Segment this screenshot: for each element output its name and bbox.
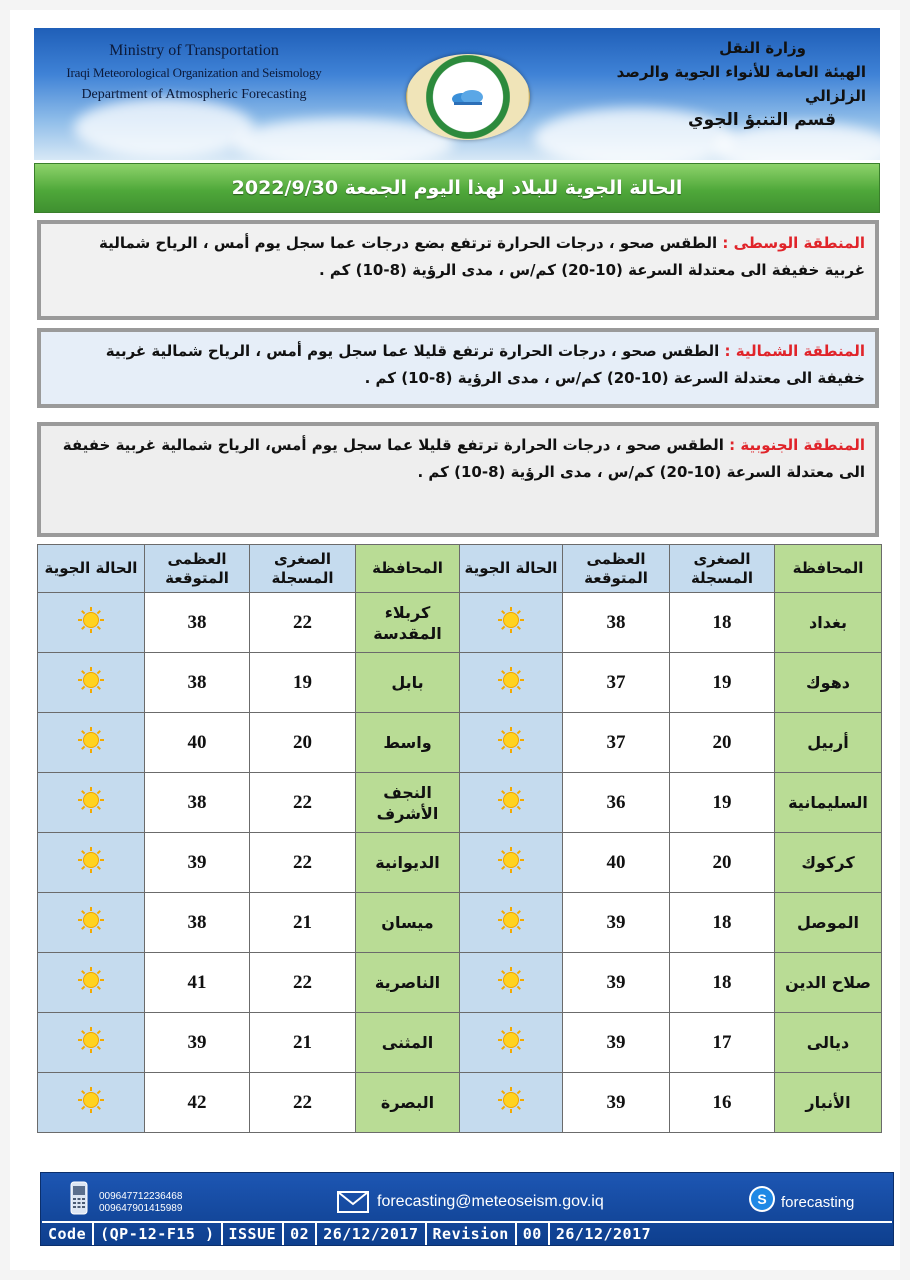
governorate-cell: المثنى [356,1013,460,1073]
min-temp-cell: 22 [250,953,356,1013]
max-temp-cell: 38 [563,593,670,653]
governorate-cell: الديوانية [356,833,460,893]
code-label: Code [42,1223,94,1245]
table-row [38,893,882,953]
table-row [38,653,882,713]
cloud-decoration [74,98,254,158]
header-banner [34,28,880,160]
revision-date: 26/12/2017 [555,1225,652,1243]
sunny-icon [77,726,105,754]
sunny-icon [77,666,105,694]
min-temp-cell: 18 [670,593,775,653]
header-weather: الحالة الجوية [460,545,563,593]
header-arabic [606,36,866,132]
region-south [37,422,879,537]
max-temp-cell: 39 [563,1013,670,1073]
region-text: الطقس صحو ، درجات الحرارة ترتفع قليلا عما سجل يوم أمس، الرياح شمالية غربية خفيفة الى معتدلة السرعة (10-20) كم/س ، مدى الرؤية (8-10) كم . [62,436,865,481]
governorate-cell: البصرة [356,1073,460,1133]
sunny-icon [77,966,105,994]
max-temp-cell: 37 [563,653,670,713]
table-row [38,713,882,773]
region-north [37,328,879,408]
min-temp-cell: 22 [250,1073,356,1133]
region-text: الطقس صحو ، درجات الحرارة ترتفع قليلا عما سجل يوم أمس ، الرياح شمالية غربية خفيفة الى معتدلة السرعة (10-20) كم/س ، مدى الرؤية (8-10) كم . [105,342,865,387]
min-temp-cell: 19 [670,653,775,713]
min-temp-cell: 22 [250,773,356,833]
code-value: (QP-12-F15 ) [94,1223,222,1245]
governorate-cell: دهوك [775,653,882,713]
weather-cell [460,893,563,953]
table-header-row [38,545,882,593]
issue-number: 02 [284,1223,317,1245]
governorate-cell: واسط [356,713,460,773]
governorate-cell: ديالى [775,1013,882,1073]
skype-handle[interactable]: forecasting [781,1194,855,1211]
header-english [44,40,344,106]
weather-cell [38,1013,145,1073]
region-label: المنطقة الجنوبية : [729,436,865,454]
sunny-icon [497,786,525,814]
table-row [38,1013,882,1073]
governorate-cell: كركوك [775,833,882,893]
header-max: العظمى المتوقعة [563,545,670,593]
table-row [38,773,882,833]
min-temp-cell: 21 [250,1013,356,1073]
svg-text:S: S [757,1191,767,1207]
governorate-cell: الناصرية [356,953,460,1013]
forecast-table [37,544,882,1133]
governorate-cell: بغداد [775,593,882,653]
max-temp-cell: 37 [563,713,670,773]
max-temp-cell: 39 [563,893,670,953]
phone-number[interactable]: 009647712236468 [99,1191,183,1202]
governorate-cell: السليمانية [775,773,882,833]
sunny-icon [77,786,105,814]
forecast-table-body [38,593,882,1133]
governorate-cell: النجف الأشرف [356,773,460,833]
governorate-cell: كربلاء المقدسة [356,593,460,653]
sunny-icon [497,1026,525,1054]
sunny-icon [497,906,525,934]
max-temp-cell: 39 [563,953,670,1013]
issue-date: 26/12/2017 [317,1223,426,1245]
department-name-en: Department of Atmospheric Forecasting [81,87,307,102]
organization-seal-icon [406,54,530,140]
weather-cell [460,653,563,713]
governorate-cell: الأنبار [775,1073,882,1133]
max-temp-cell: 39 [563,1073,670,1133]
table-row [38,593,882,653]
min-temp-cell: 18 [670,893,775,953]
max-temp-cell: 38 [145,653,250,713]
min-temp-cell: 17 [670,1013,775,1073]
weather-cell [38,833,145,893]
table-row [38,833,882,893]
governorate-cell: ميسان [356,893,460,953]
email-link[interactable]: forecasting@meteoseism.gov.iq [377,1193,604,1210]
min-temp-cell: 22 [250,833,356,893]
max-temp-cell: 42 [145,1073,250,1133]
table-row [38,953,882,1013]
governorate-cell: الموصل [775,893,882,953]
min-temp-cell: 20 [250,713,356,773]
min-temp-cell: 20 [670,713,775,773]
max-temp-cell: 38 [145,593,250,653]
header-governorate: المحافظة [356,545,460,593]
weather-cell [460,1073,563,1133]
sunny-icon [497,1086,525,1114]
max-temp-cell: 41 [145,953,250,1013]
min-temp-cell: 19 [670,773,775,833]
organization-name-en: Iraqi Meteorological Organization and Seismology [66,65,322,80]
weather-cell [460,953,563,1013]
issue-label: ISSUE [223,1223,285,1245]
revision-label: Revision [427,1223,517,1245]
organization-name-ar: الهيئة العامة للأنواء الجوية والرصد الزلزالي [616,63,866,105]
footer [40,1172,894,1246]
weather-cell [460,713,563,773]
weather-cell [38,653,145,713]
max-temp-cell: 40 [563,833,670,893]
sunny-icon [497,606,525,634]
governorate-cell: أربيل [775,713,882,773]
min-temp-cell: 18 [670,953,775,1013]
region-label: المنطقة الوسطى : [722,234,865,252]
page-title: الحالة الجوية للبلاد لهذا اليوم الجمعة 2022/9/30 [34,163,880,213]
max-temp-cell: 40 [145,713,250,773]
sunny-icon [497,966,525,994]
skype-icon [749,1186,775,1212]
max-temp-cell: 39 [145,833,250,893]
sunny-icon [77,1026,105,1054]
min-temp-cell: 19 [250,653,356,713]
min-temp-cell: 20 [670,833,775,893]
weather-cell [460,833,563,893]
sunny-icon [497,726,525,754]
department-name-ar: قسم التنبؤ الجوي [688,110,836,130]
governorate-cell: بابل [356,653,460,713]
region-label: المنطقة الشمالية : [724,342,865,360]
ministry-name-en: Ministry of Transportation [109,42,279,59]
governorate-cell: صلاح الدين [775,953,882,1013]
max-temp-cell: 39 [145,1013,250,1073]
max-temp-cell: 38 [145,773,250,833]
region-central [37,220,879,320]
header-min: الصغرى المسجلة [250,545,356,593]
header-max: العظمى المتوقعة [145,545,250,593]
min-temp-cell: 16 [670,1073,775,1133]
region-text: الطقس صحو ، درجات الحرارة ترتفع بضع درجات عما سجل يوم أمس ، الرياح شمالية غربية خفيفة الى معتدلة السرعة (10-20) كم/س ، مدى الرؤية (8-10) كم . [98,234,865,279]
mobile-phone-icon [69,1181,89,1215]
sunny-icon [77,906,105,934]
revision-number: 00 [517,1223,550,1245]
min-temp-cell: 22 [250,593,356,653]
weather-cell [38,1073,145,1133]
weather-cell [38,773,145,833]
sunny-icon [497,846,525,874]
ministry-name-ar: وزارة النقل [719,39,806,57]
sunny-icon [77,846,105,874]
max-temp-cell: 38 [145,893,250,953]
header-governorate: المحافظة [775,545,882,593]
document-code-row [42,1221,892,1245]
phone-numbers [99,1191,182,1215]
sunny-icon [497,666,525,694]
weather-cell [460,593,563,653]
header-min: الصغرى المسجلة [670,545,775,593]
max-temp-cell: 36 [563,773,670,833]
weather-cell [460,773,563,833]
sunny-icon [77,1086,105,1114]
weather-cell [38,713,145,773]
header-weather: الحالة الجوية [38,545,145,593]
weather-cell [38,953,145,1013]
phone-number[interactable]: 009647901415989 [99,1203,183,1214]
sunny-icon [77,606,105,634]
weather-cell [38,593,145,653]
min-temp-cell: 21 [250,893,356,953]
envelope-icon [337,1191,369,1213]
weather-cell [38,893,145,953]
weather-cell [460,1013,563,1073]
cloud-icon [450,88,486,106]
table-row [38,1073,882,1133]
